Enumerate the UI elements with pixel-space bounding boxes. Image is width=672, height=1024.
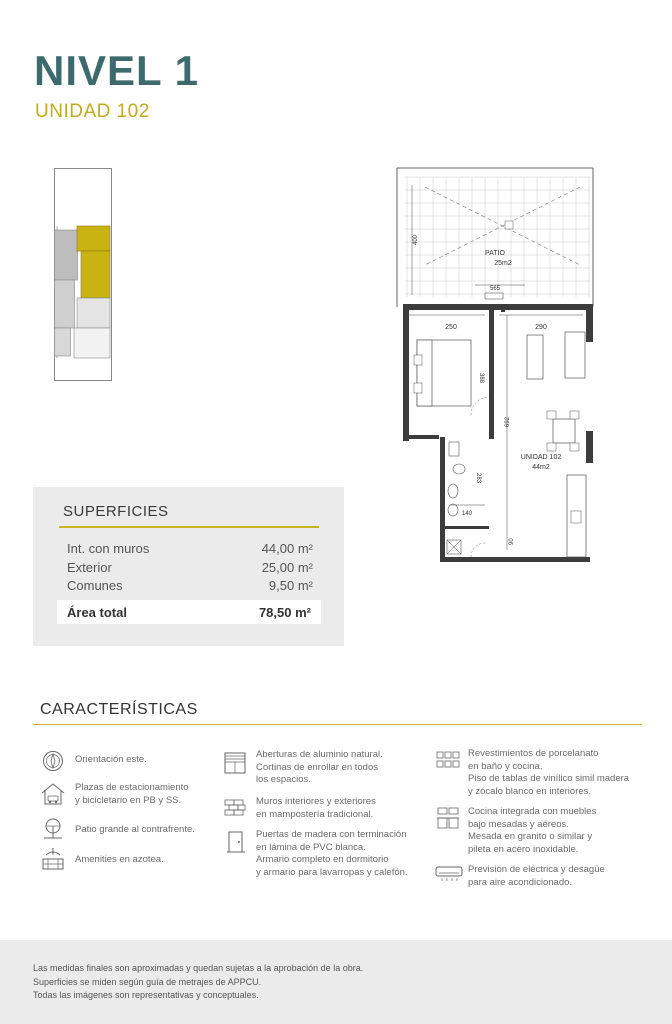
- feature-amenities: [75, 854, 164, 867]
- feature-line: en mampostería tradicional.: [256, 808, 374, 820]
- rooftop-amenities-icon: [40, 847, 66, 871]
- feature-estacionamiento: [75, 782, 189, 807]
- feature-line: Puertas de madera con terminación: [256, 829, 407, 840]
- total-value: 78,50 m²: [258, 605, 311, 620]
- patio-dim-width: 565: [489, 286, 501, 292]
- superficie-row: [67, 560, 313, 575]
- feature-line: Revestimientos de porcelanato: [468, 748, 599, 759]
- unit-label: UNIDAD 102: [520, 454, 562, 461]
- superficie-value: 44,00 m²: [261, 541, 313, 556]
- superficie-value: 25,00 m²: [261, 560, 313, 575]
- dining-table: [553, 419, 575, 443]
- feature-aberturas: [256, 749, 383, 787]
- unit-subtitle: UNIDAD 102: [35, 101, 150, 122]
- superficie-label: Exterior: [67, 560, 112, 575]
- unit-highlight-lower: [81, 251, 110, 298]
- disclaimer-line: Superficies se miden según guía de metrajes de APPCU.: [33, 977, 262, 987]
- superficie-label: Comunes: [67, 578, 123, 593]
- caracteristicas-title: CARACTERÍSTICAS: [40, 701, 198, 718]
- feature-line: bajo mesadas y aéreos.: [468, 818, 569, 830]
- brick-wall-icon: [223, 796, 247, 816]
- feature-line: Plazas de estacionamiento: [75, 782, 189, 793]
- feature-muros: [256, 796, 376, 821]
- patio-area-label: 25m2: [494, 260, 512, 267]
- feature-revestimientos: [468, 748, 629, 798]
- superficie-label: Int. con muros: [67, 541, 150, 556]
- unit-area-label: 44m2: [532, 464, 550, 471]
- feature-line: Patio grande al contrafrente.: [75, 824, 195, 835]
- feature-patio: [75, 824, 195, 837]
- footer-disclaimer: [0, 940, 672, 1024]
- feature-line: para aire acondicionado.: [468, 876, 573, 888]
- feature-puertas: [256, 829, 408, 879]
- disclaimer-line: Las medidas finales son aproximadas y quedan sujetas a la aprobación de la obra.: [33, 963, 364, 973]
- feature-line: pileta en acero inoxidable.: [468, 843, 579, 855]
- superficie-row: [67, 578, 313, 593]
- feature-line: Orientación este.: [75, 754, 147, 765]
- feature-orientacion: [75, 754, 147, 767]
- key-plan: [54, 168, 116, 382]
- kitchen-icon: [436, 807, 460, 829]
- living-dim-width: 290: [535, 324, 547, 331]
- compass-icon: [42, 750, 64, 772]
- feature-line: Mesada en granito o similar y: [468, 831, 593, 842]
- unit-dim-height: 692: [505, 416, 511, 427]
- bath-dim-width: 140: [461, 511, 473, 517]
- patio-tree-icon: [42, 817, 64, 839]
- superficie-row: [67, 541, 313, 556]
- disclaimer-line: Todas las imágenes son representativas y conceptuales.: [33, 990, 259, 1000]
- floor-plan: [395, 165, 600, 565]
- feature-line: Cortinas de enrollar en todos: [256, 761, 378, 773]
- bath-dim-height: 283: [475, 473, 481, 484]
- caracteristicas-divider: [33, 724, 642, 725]
- feature-line: y armario para lavarropas y calefón.: [256, 866, 408, 878]
- patio-label: PATIO: [485, 250, 505, 257]
- bedroom-dim-width: 250: [445, 324, 457, 331]
- feature-line: Amenities en azotea.: [75, 854, 164, 865]
- feature-line: Piso de tablas de vinílico simil madera: [468, 773, 630, 784]
- air-conditioner-icon: [435, 866, 463, 882]
- feature-cocina: [468, 806, 596, 856]
- window-icon: [223, 751, 247, 775]
- page-title: NIVEL 1: [34, 47, 199, 94]
- unit-highlight-upper: [77, 226, 110, 251]
- feature-line: Cocina integrada con muebles: [468, 806, 597, 817]
- total-label: Área total: [67, 605, 127, 620]
- superficies-panel: [33, 487, 344, 646]
- superficies-divider: [59, 526, 319, 528]
- sofa: [565, 332, 585, 378]
- feature-line: en lámina de PVC blanca.: [256, 841, 366, 853]
- feature-aire-acondicionado: [468, 864, 605, 889]
- sofa-table: [527, 335, 543, 379]
- feature-line: Muros interiores y exteriores: [256, 796, 376, 807]
- patio-dim-height: 400: [413, 234, 419, 245]
- superficie-value: 9,50 m²: [268, 578, 313, 593]
- feature-line: y zócalo blanco en interiores.: [468, 785, 592, 797]
- parking-house-icon: [40, 782, 66, 806]
- patio-area: [397, 168, 593, 307]
- bedroom-dim-height: 388: [478, 373, 484, 384]
- superficies-title: SUPERFICIES: [63, 503, 169, 520]
- feature-line: Armario completo en dormitorio: [256, 854, 389, 865]
- small-dim: 90: [509, 538, 515, 545]
- tiles-icon: [436, 751, 460, 769]
- feature-line: en baño y cocina.: [468, 760, 543, 772]
- feature-line: los espacios.: [256, 774, 311, 785]
- feature-line: y bicicletario en PB y SS.: [75, 794, 182, 806]
- door-icon: [226, 830, 246, 854]
- feature-line: Previsión de eléctrica y desagüe: [468, 864, 605, 875]
- feature-line: Aberturas de aluminio natural.: [256, 749, 383, 760]
- superficie-total-row: [57, 600, 321, 624]
